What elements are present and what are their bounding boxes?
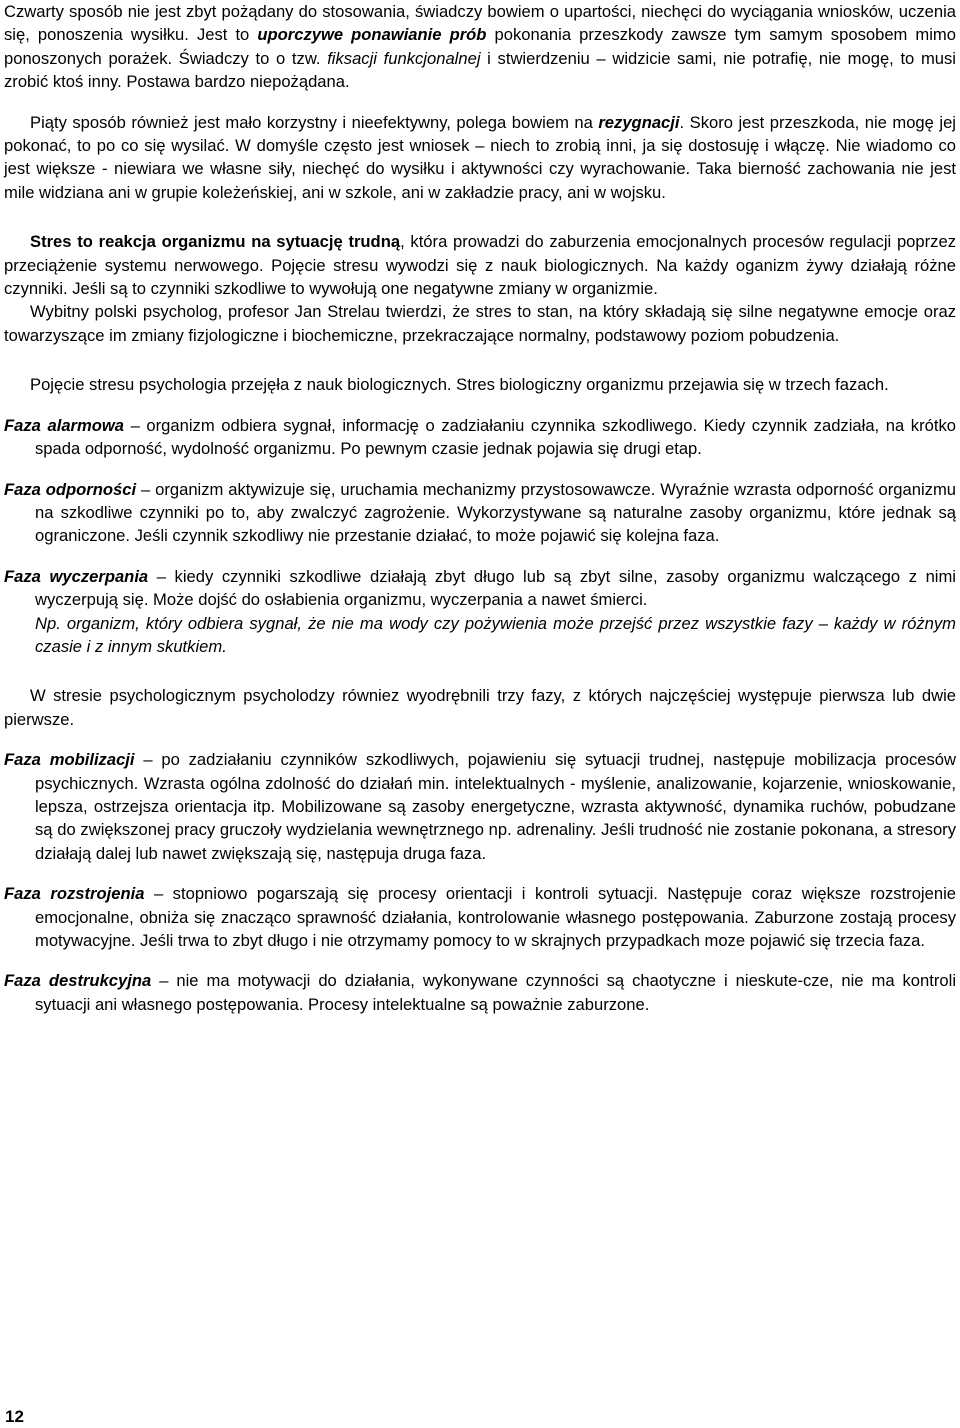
phase-term: Faza destrukcyjna xyxy=(4,971,152,991)
phase-description: – stopniowo pogarszają się procesy orientacji i kontroli sytuacji. Następuje coraz większe rozstrojenie emocjonalne, obniża się znacząco sprawność działania, kontrolowanie własnego postępowania. Zaburzone zostają procesy motywacyjne. Jeśli trwa to zbyt długo i nie otrzymamy pomocy to w skrajnych przypadkach moze pojawić się trzecia faza. xyxy=(35,884,956,950)
phase-term: Faza odporności xyxy=(4,479,137,499)
phase-mobilization xyxy=(4,748,956,865)
phase-description: – po zadziałaniu czynników szkodliwych, pojawieniu się sytuacji trudnej, następuje mobilizacja procesów psychicznych. Wzrasta ogólna zdolność do działań min. intelektualnych - myślenie, analizowanie, kojarzenie, wnioskowanie, lepsza, ostrzejsza orientacja itp. Mobilizowane są zasoby energetyczne, wzrasta aktywność, dynamika ruchów, pobudzane są do zwiększonej pracy gruczoły wydzielania wewnętrznego np. adrenaliny. Jeśli trudność nie zostanie pokonana, a stresory działają dalej lub nawet zwiększają się, następuja druga faza. xyxy=(35,750,956,863)
phase-term: Faza alarmowa xyxy=(4,415,125,435)
phase-term: Faza wyczerpania xyxy=(4,566,149,586)
paragraph-strelau: Wybitny polski psycholog, profesor Jan Strelau twierdzi, że stres to stan, na który składają się silne negatywne emocje oraz towarzyszące im zmiany fizjologiczne i biochemiczne, przekraczające normalny, podstawowy poziom pobudzenia. xyxy=(4,302,956,345)
paragraph-fifth-method xyxy=(4,111,956,205)
paragraph-biological-stress-intro: Pojęcie stresu psychologia przejęła z nauk biologicznych. Stres biologiczny organizmu przejawia się w trzech fazach. xyxy=(30,375,889,395)
phase-description: – nie ma motywacji do działania, wykonywane czynności są chaotyczne i nieskute-cze, nie ma kontroli sytuacji ani własnego postępowania. Procesy intelektualne są poważnie zaburzone. xyxy=(35,971,957,1014)
emphasis-persistent-attempts: uporczywe ponawianie prób xyxy=(257,25,487,45)
phase-description: – organizm aktywizuje się, uruchamia mechanizmy przystosowawcze. Wyraźnie wzrasta odporność organizmu na szkodliwe czynniki po to, aby zwalczyć zagrożenie. Wykorzystywane są naturalne zasoby organizmu, które jednak są ograniczone. Jeśli czynnik szkodliwy nie przestanie działać, to może pojawić się kolejna faza. xyxy=(35,479,957,546)
phase-description: – kiedy czynniki szkodliwe działają zbyt długo lub są zbyt silne, zasoby organizmu walczącego z nimi wyczerpują się. Może dojść do osłabienia organizmu, wyczerpania a nawet śmierci. xyxy=(35,566,956,610)
phase-alarm xyxy=(4,414,956,461)
text-span: . Skoro jest przeszkoda, nie mogę jej pokonać, to po co się wysilać. W domyśle często jest wniosek – niech to zrobią inni, ja się dostosuję i włączę. Nie wiadomo co jest większe - niewiara we własne siły, niechęć do wysiłku i aktywności czy wyrachowanie. Taka bierność zachowania nie jest mile widziana ani w grupie koleżeńskiej, ani w szkole, ani w zakładzie pracy, ani w wojsku. xyxy=(4,112,956,202)
phase-exhaustion xyxy=(4,565,956,612)
text-span: pokonania przeszkody zawsze tym samym sposobem mimo ponoszonych porażek. Świadczy to o tzw. xyxy=(4,25,956,68)
paragraph-stress-definition xyxy=(4,230,956,300)
paragraph-psychological-stress-intro: W stresie psychologicznym psycholodzy równiez wyodrębnili trzy fazy, z których najczęściej występuje pierwsza lub dwie pierwsze. xyxy=(4,686,956,729)
phase-exhaustion-example: Np. organizm, który odbiera sygnał, że nie ma wody czy pożywienia może przejść przez wszystkie fazy – każdy w różnym czasie i z innym skutkiem. xyxy=(35,613,956,656)
phase-resistance xyxy=(4,478,956,548)
text-span: Piąty sposób również jest mało korzystny i nieefektywny, polega bowiem na xyxy=(30,112,599,132)
stress-definition-bold: Stres to reakcja organizmu na sytuację trudną xyxy=(30,232,401,252)
emphasis-functional-fixation: fiksacji funkcjonalnej xyxy=(327,48,481,68)
text-span: i stwierdzeniu – widzicie sami, nie potrafię, nie mogę, to musi zrobić ktoś inny. Postawa bardzo niepożądana. xyxy=(4,48,956,92)
phase-term: Faza rozstrojenia xyxy=(4,884,145,904)
document-page xyxy=(4,0,956,1016)
phase-description: – organizm odbiera sygnał, informację o zadziałaniu czynnika szkodliwego. Kiedy czynnik zadziała, na krótko spada odporność, wydolność organizmu. Po pewnym czasie jednak pojawia się drugi etap. xyxy=(35,415,956,459)
phase-disorganization xyxy=(4,882,956,952)
text-span: Czwarty sposób nie jest zbyt pożądany do stosowania, świadczy bowiem o upartości, niechęci do wyciągania wniosków, uczenia się, ponoszenia wysiłku. Jest to xyxy=(4,2,956,45)
emphasis-resignation: rezygnacji xyxy=(598,112,680,132)
paragraph-fourth-method xyxy=(4,0,956,94)
phase-term: Faza mobilizacji xyxy=(4,750,135,770)
phase-destructive xyxy=(4,969,956,1016)
page-number: 12 xyxy=(5,1407,24,1426)
text-span: , która prowadzi do zaburzenia emocjonalnych procesów regulacji poprzez przeciążenie systemu nerwowego. Pojęcie stresu wywodzi się z nauk biologicznych. Na każdy oganizm żywy działają różne czynniki. Jeśli są to czynniki szkodliwe to wywołują one negatywne zmiany w organizmie. xyxy=(4,232,956,299)
